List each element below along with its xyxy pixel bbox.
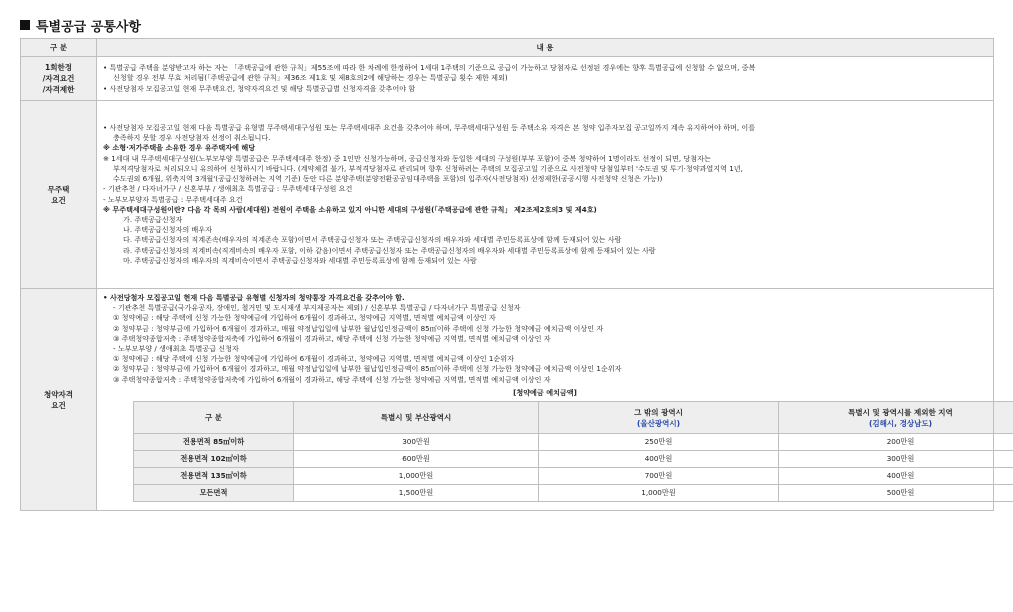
common-requirements-table <box>20 38 994 511</box>
row-subscription-requirement <box>21 289 994 511</box>
table-row: 모든면적 1,500만원 1,000만원 500만원 <box>134 485 1013 502</box>
deposit-header-other-regions: 특별시 및 광역시를 제외한 지역 (김해시, 경상남도) <box>779 402 1013 434</box>
row-label-subscription: 청약자격 요건 <box>21 289 97 511</box>
table-row: 전용면적 135㎡이하 1,000만원 700만원 400만원 <box>134 468 1013 485</box>
row-content-homeless: • 사전당첨자 모집공고일 현재 다음 특별공급 유형별 무주택세대구성원 또는 무주택세대주 요건을 갖추어야 하며, 무주택세대구성원 등 주택소유 자격은 본 청약 입주자모집 공고일까지 계속 유지하여야 하며, 이를 충족하지 못할 경우 사전당첨자 선정이 취소됩니다. ※ 소형·저가주택을 소유한 경우 유주택자에 해당 ※ 1세대 내 무주택세대구성원(노부모부양 특별공급은 무주택세대주 한정) 중 1인만 신청가능하며, 공급신청자와 동일한 세대의 구성원(부부 포함)이 중복 청약하여 1명이라도 선정이 되면, 당첨자는 부적격당첨자로 처리되오니 유의하여 신청하시기 바랍니다. (계약체결 불가, 부적격당첨자로 관리되며 향후 신청하려는 주택의 모집공고일 기준으로 사전청약 당첨일부터 '수도권 및 투기·청약과열지역 1년, 수도권외 6개월, 위축지역 3개월'(공급신청하려는 지역 기준) 동안 다른 분양주택(분양전환공공임대주택을 포함)의 입주자(사전당첨자) 선정제한(공공시행 사전청약 신청은 가능)) - 기관추천 / 다자녀가구 / 신혼부부 / 생애최초 특별공급 : 무주택세대구성원 요건 - 노부모부양자 특별공급 : 무주택세대주 요건 ※ 무주택세대구성원이란? 다음 각 목의 사람(세대원) 전원이 주택을 소유하고 있지 아니한 세대의 구성원(「주택공급에 관한 규칙」 제2조제2호의3 및 제4호) 가. 주택공급신청자 나. 주택공급신청자의 배우자 다. 주택공급신청자의 직계존속(배우자의 직계존속 포함)이면서 주택공급신청자 또는 주택공급신청자의 배우자와 세대별 주민등록표상에 함께 등재되어 있는 사람 라. 주택공급신청자의 직계비속(직계비속의 배우자 포함, 이하 같음)이면서 주택공급신청자 또는 주택공급신청자의 배우자와 세대별 주민등록표상에 함께 등재되어 있는 사람 마. 주택공급신청자의 배우자의 직계비속이면서 주택공급신청자와 세대별 주민등록표상에 함께 등재되어 있는 사람 <box>97 101 994 289</box>
row-label-homeless: 무주택 요건 <box>21 101 97 289</box>
table-header-row <box>21 39 994 57</box>
deposit-header-category: 구 분 <box>134 402 294 434</box>
deposit-header-seoul-busan: 특별시 및 부산광역시 <box>294 402 539 434</box>
header-content: 내 용 <box>97 39 994 57</box>
header-category: 구 분 <box>21 39 97 57</box>
row-homeless-requirement <box>21 101 994 289</box>
table-row: 전용면적 102㎡이하 600만원 400만원 300만원 <box>134 451 1013 468</box>
section-title: 특별공급 공통사항 <box>36 19 141 35</box>
document-frame <box>14 12 1002 608</box>
row-content-subscription: • 사전당첨자 모집공고일 현재 다음 특별공급 유형별 신청자의 청약통장 자격요건을 갖추어야 함. - 기관추천 특별공급(국가유공자, 장애인, 철거민 및 도시재생 부지제공자는 제외) / 신혼부부 특별공급 / 다자녀가구 특별공급 신청자 ① 청약예금 : 해당 주택에 신청 가능한 청약예금에 가입하여 6개월이 경과하고, 청약예금 지역별, 면적별 예치금액 이상인 자 ② 청약부금 : 청약부금에 가입하여 6개월이 경과하고, 매월 약정납입일에 납부한 월납입인정금액이 85㎡이하 주택에 신청 가능한 청약예금 예치금액 이상인 자 ③ 주택청약종합저축 : 주택청약종합저축에 가입하여 6개월이 경과하고, 해당 주택에 신청 가능한 청약예금 지역별, 면적별 예치금액 이상인 자 - 노부모부양 / 생애최초 특별공급 신청자 ① 청약예금 : 해당 주택에 신청 가능한 청약예금에 가입하여 6개월이 경과하고, 청약예금 지역별, 면적별 예치금액 이상인 1순위자 ② 청약부금 : 청약부금에 가입하여 6개월이 경과하고, 매월 약정납입일에 납부한 월납입인정금액이 85㎡이하 주택에 신청 가능한 청약예금 예치금액 이상인 1순위자 ③ 주택청약종합저축 : 주택청약종합저축에 가입하여 6개월이 경과하고, 해당 주택에 신청 가능한 청약예금 지역별, 면적별 예치금액 이상인 자 [청약예금 예치금액] 구 분 특별시 및 부산광역시 그 밖의 광역시 (울산광역시) 특별시 및 광역시를 제외한 지역 (김해시, 경상남도) 전용면적 85㎡이하 300만원 250만원 200만원 전용면적 102㎡이하 600만원 400만원 300만원 전용면적 135㎡이하 1,000만원 700만원 400만원 모든면적 1,500만원 1,000만원 500만원 <box>97 289 994 511</box>
deposit-amount-table <box>133 401 1013 502</box>
row-label-one-time: 1회한정 /자격요건 /자격제한 <box>21 57 97 101</box>
row-one-time-limit <box>21 57 994 101</box>
section-header <box>14 12 1002 38</box>
table-row: 전용면적 85㎡이하 300만원 250만원 200만원 <box>134 434 1013 451</box>
deposit-header-other-metro: 그 밖의 광역시 (울산광역시) <box>539 402 779 434</box>
row-content-one-time: • 특별공급 주택을 분양받고자 하는 자는 「주택공급에 관한 규칙」제55조에 따라 한 차례에 한정하여 1세대 1주택의 기준으로 공급이 가능하고 당첨자로 선정된 경우에는 향후 특별공급에 신청할 수 없으며, 중복 신청할 경우 전부 무효 처리됨(「주택공급에 관한 규칙」제36조 제1호 및 제8호의2에 해당하는 경우는 특별공급 횟수 제한 제외) • 사전당첨자 모집공고일 현재 무주택요건, 청약자격요건 및 해당 특별공급별 신청자격을 갖추어야 함 <box>97 57 994 101</box>
deposit-table-header <box>134 402 1013 434</box>
square-bullet-icon <box>20 20 30 30</box>
deposit-table-title: [청약예금 예치금액] <box>513 387 577 397</box>
